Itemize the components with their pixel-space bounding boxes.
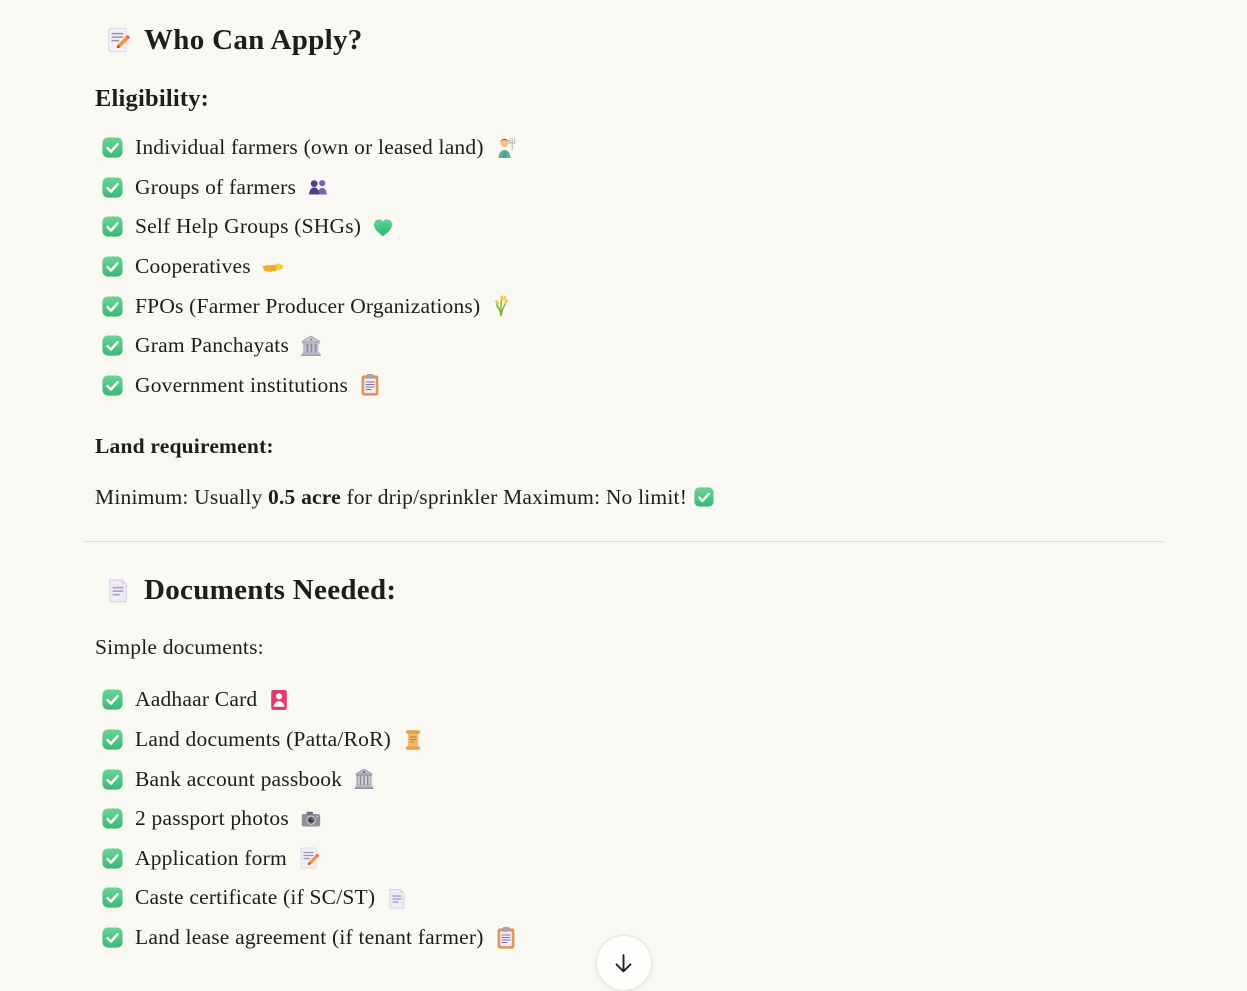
green-heart-icon — [371, 215, 395, 239]
scroll-icon — [401, 728, 425, 752]
list-item — [83, 720, 1164, 760]
check-box-icon — [101, 374, 124, 397]
list-item-text: Government institutions — [135, 372, 349, 397]
check-box-icon — [101, 768, 124, 791]
classical-building-icon — [299, 334, 323, 358]
list-item-text: Self Help Groups (SHGs) — [135, 214, 362, 239]
memo-icon — [104, 26, 132, 54]
list-item — [83, 247, 1164, 287]
id-card-icon — [267, 688, 291, 712]
list-item-text: Gram Panchayats — [135, 333, 290, 358]
list-item-text: Application form — [135, 845, 287, 870]
people-icon — [306, 175, 330, 199]
land-requirement-heading: Land requirement: — [95, 434, 274, 459]
scroll-to-bottom-button[interactable] — [596, 935, 652, 991]
check-box-icon — [101, 176, 124, 199]
check-box-icon — [101, 847, 124, 870]
list-item-text: Cooperatives — [135, 254, 251, 279]
page-icon — [104, 576, 132, 604]
list-item — [83, 286, 1164, 326]
list-item-text: Bank account passbook — [135, 766, 343, 791]
list-item — [83, 799, 1164, 839]
eligibility-list — [83, 128, 1164, 405]
check-box-icon — [101, 215, 124, 238]
list-item — [83, 168, 1164, 208]
check-box-icon — [101, 255, 124, 278]
list-item-text: Land lease agreement (if tenant farmer) — [135, 925, 484, 950]
farmer-icon — [494, 136, 518, 160]
chat-message-content — [83, 0, 1164, 957]
land-requirement-text — [95, 483, 1164, 511]
land-requirement-bold: 0.5 acre — [268, 485, 341, 510]
check-box-icon — [101, 334, 124, 357]
eligibility-heading: Eligibility: — [95, 85, 210, 112]
list-item-text: FPOs (Farmer Producer Organizations) — [135, 293, 481, 318]
section-title-documents-needed: Documents Needed: — [144, 574, 397, 607]
check-box-icon — [693, 486, 715, 508]
check-box-icon — [101, 807, 124, 830]
list-item — [83, 128, 1164, 168]
land-requirement-part1: Minimum: Usually — [95, 485, 269, 510]
down-arrow-icon — [610, 950, 637, 977]
handshake-icon — [261, 255, 285, 279]
list-item-text: Land documents (Patta/RoR) — [135, 727, 391, 752]
memo-icon — [297, 846, 321, 870]
clipboard-icon — [358, 373, 382, 397]
list-item — [83, 326, 1164, 366]
camera-icon — [299, 807, 323, 831]
section-heading-who-can-apply — [104, 22, 1164, 58]
list-item-text: 2 passport photos — [135, 806, 289, 831]
check-box-icon — [101, 688, 124, 711]
rice-sheaf-icon — [490, 294, 514, 318]
list-item-text: Groups of farmers — [135, 174, 297, 199]
land-requirement-part2: for drip/sprinkler Maximum: No limit! — [340, 485, 688, 510]
list-item — [83, 759, 1164, 799]
list-item — [83, 680, 1164, 720]
check-box-icon — [101, 728, 124, 751]
list-item-text: Individual farmers (own or leased land) — [135, 135, 484, 160]
documents-intro-text: Simple documents: — [95, 635, 264, 660]
check-box-icon — [101, 295, 124, 318]
section-title-who-can-apply: Who Can Apply? — [144, 24, 363, 56]
page-icon — [385, 886, 409, 910]
section-divider — [83, 541, 1164, 542]
section-heading-documents-needed — [104, 572, 1164, 608]
check-box-icon — [101, 886, 124, 909]
list-item-text: Aadhaar Card — [135, 687, 258, 712]
list-item — [83, 878, 1164, 918]
list-item — [83, 366, 1164, 406]
list-item-text: Caste certificate (if SC/ST) — [135, 885, 376, 910]
check-box-icon — [101, 926, 124, 949]
clipboard-icon — [494, 926, 518, 950]
bank-icon — [352, 767, 376, 791]
documents-list — [83, 680, 1164, 957]
check-box-icon — [101, 136, 124, 159]
list-item — [83, 839, 1164, 879]
list-item — [83, 207, 1164, 247]
